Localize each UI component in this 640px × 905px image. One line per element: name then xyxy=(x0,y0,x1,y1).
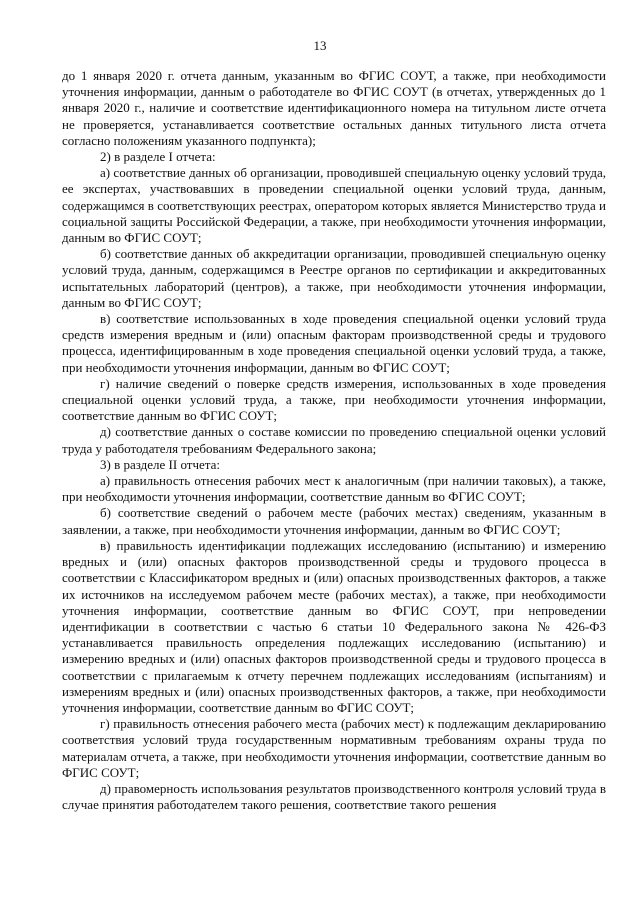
paragraph-2v: в) соответствие использованных в ходе проведения специальной оценки условий труда средств измерения вредным и (или) опасным факторам производственной среды и трудового процесса, идентифицированным в ходе проведения специальной оценки условий труда, а также, при необходимости уточнения информации, данным во ФГИС СОУТ; xyxy=(62,311,606,375)
paragraph-3g: г) правильность отнесения рабочего места (рабочих мест) к подлежащим декларированию соответствия условий труда государственным нормативным требованиям охраны труда по материалам отчета, а также, при необходимости уточнения информации, соответствие данным во ФГИС СОУТ; xyxy=(62,716,606,780)
paragraph-2d: д) соответствие данных о составе комиссии по проведению специальной оценки условий труда у работодателя требованиям Федерального закона; xyxy=(62,424,606,456)
section-heading-3: 3) в разделе II отчета: xyxy=(100,456,220,472)
paragraph-continuation: до 1 января 2020 г. отчета данным, указанным во ФГИС СОУТ, а также, при необходимости уточнения информации, данным о работодателе во ФГИС СОУТ (в отчетах, утвержденных до 1 января 2020 г., наличие и соответствие идентификационного номера на титульном листе отчета не проверяется, устанавливается соответствие остальных данных титульного листа отчета согласно положениям указанного подпункта); xyxy=(62,68,606,148)
paragraph-3a: а) правильность отнесения рабочих мест к аналогичным (при наличии таковых), а также, при необходимости уточнения информации, соответствие данным во ФГИС СОУТ; xyxy=(62,473,606,505)
paragraph-3b: б) соответствие сведений о рабочем месте (рабочих местах) сведениям, указанным в заявлении, а также, при необходимости уточнения информации, данным во ФГИС СОУТ; xyxy=(62,505,606,537)
section-heading-2: 2) в разделе I отчета: xyxy=(100,149,216,165)
document-body xyxy=(62,68,606,813)
paragraph-2g: г) наличие сведений о поверке средств измерения, использованных в ходе проведения специальной оценки условий труда, а также, при необходимости уточнения информации, соответствие данным во ФГИС СОУТ; xyxy=(62,375,606,424)
paragraph-2b: б) соответствие данных об аккредитации организации, проводившей специальную оценку условий труда, данным, содержащимся в Реестре органов по сертификации и аккредитованных испытательных лабораторий (центров), а также, при необходимости уточнения информации, данным во ФГИС СОУТ; xyxy=(62,246,606,310)
paragraph-2a: а) соответствие данных об организации, проводившей специальную оценку условий труда, ее экспертах, участвовавших в проведении специальной оценки условий труда, данным, содержащимся в соответствующих реестрах, оператором которых является Министерство труда и социальной защиты Российской Федерации, а также, при необходимости уточнения информации, данным во ФГИС СОУТ; xyxy=(62,165,606,246)
paragraph-3v: в) правильность идентификации подлежащих исследованию (испытанию) и измерению вредных и (или) опасных факторов производственной среды и трудового процесса в соответствии с Классификатором вредных и (или) опасных производственных факторов, а также их источников на исследуемом рабочем месте (рабочих местах), а также, при необходимости уточнения информации, соответствие данным во ФГИС СОУТ, при непроведении идентификации в соответствии с частью 6 статьи 10 Федерального закона № 426-ФЗ устанавливается правильность определения подлежащих исследованию (испытанию) и измерению вредных и (или) опасных факторов производственной среды и трудового процесса в соответствии с прилагаемым к отчету перечнем подлежащих исследованиям (испытаниям) и измерениям вредных и (или) опасных производственных факторов, а также, при необходимости уточнения информации, соответствие данным во ФГИС СОУТ; xyxy=(62,537,606,715)
page-number: 13 xyxy=(313,38,327,53)
paragraph-3d: д) правомерность использования результатов производственного контроля условий труда в случае принятия работодателем такого решения, соответствие такого решения xyxy=(62,780,606,813)
